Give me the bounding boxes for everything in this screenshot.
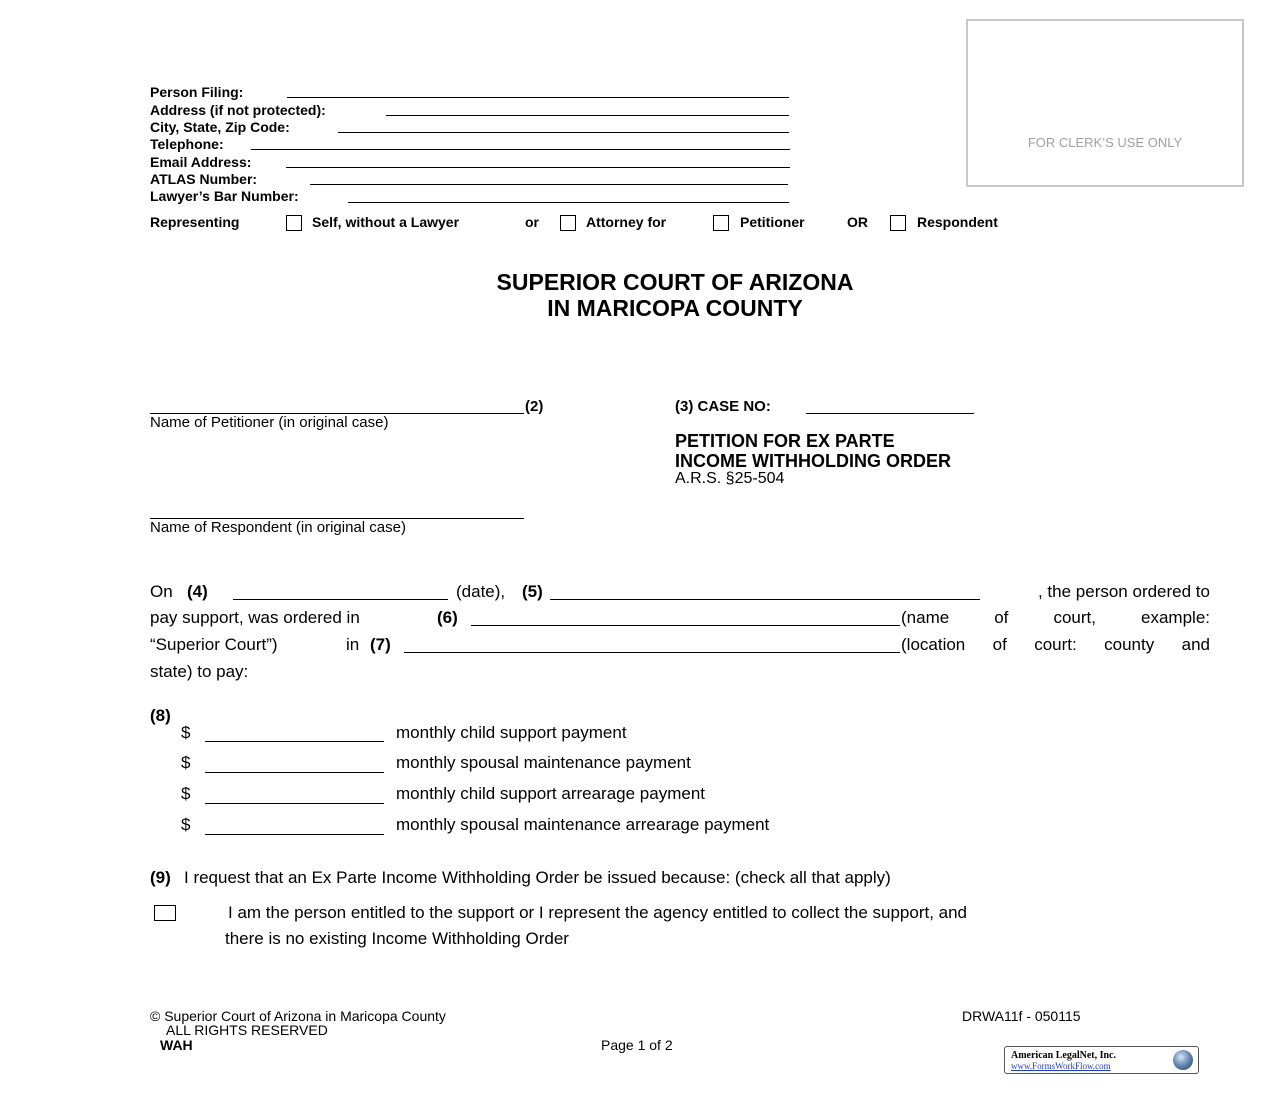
city-state-zip-field[interactable] <box>338 132 789 133</box>
respondent-label: Respondent <box>917 214 998 230</box>
petitioner-checkbox[interactable] <box>713 215 729 231</box>
copyright-text: © Superior Court of Arizona in Maricopa County <box>150 1008 446 1024</box>
bar-number-field[interactable] <box>348 202 789 203</box>
court-title-line2: IN MARICOPA COUNTY <box>547 295 803 321</box>
address-label: Address (if not protected): <box>150 102 326 118</box>
attorney-checkbox[interactable] <box>560 215 576 231</box>
petitioner-marker: (2) <box>525 398 544 415</box>
atlas-number-label: ATLAS Number: <box>150 171 258 187</box>
self-label: Self, without a Lawyer <box>312 214 460 230</box>
court-title-line1: SUPERIOR COURT OF ARIZONA <box>496 269 854 295</box>
field-marker-6: (6) <box>437 608 458 627</box>
publisher-logo[interactable] <box>1004 1046 1199 1074</box>
or-upper-label: OR <box>847 214 868 230</box>
respondent-label: Name of Respondent (in original case) <box>150 519 406 536</box>
logo-company-name: American LegalNet, Inc. <box>1011 1050 1116 1061</box>
address-field[interactable] <box>386 115 789 116</box>
no-existing-order-text-line1: I am the person entitled to the support or I represent the agency entitled to collect the support, and <box>228 903 968 922</box>
logo-url-link[interactable]: www.FormsWorkFlow.com <box>1011 1061 1111 1071</box>
email-field[interactable] <box>286 167 790 168</box>
field-marker-4: (4) <box>187 582 208 601</box>
petitioner-label: Petitioner <box>740 214 805 230</box>
dollar-sign: $ <box>181 815 191 834</box>
no-existing-order-text-line2: there is no existing Income Withholding Order <box>225 929 569 948</box>
field-marker-5: (5) <box>522 582 543 601</box>
atlas-number-field[interactable] <box>310 184 788 185</box>
document-title-line2: INCOME WITHHOLDING ORDER <box>675 451 951 471</box>
respondent-checkbox[interactable] <box>890 215 906 231</box>
globe-icon <box>1173 1050 1193 1070</box>
state-to-pay-text: state) to pay: <box>150 662 249 681</box>
case-number-field[interactable] <box>806 413 974 414</box>
pay-support-text: pay support, was ordered in <box>150 608 360 627</box>
city-state-zip-label: City, State, Zip Code: <box>150 119 290 135</box>
on-text: On <box>150 582 173 601</box>
email-label: Email Address: <box>150 154 252 170</box>
no-existing-order-checkbox[interactable] <box>154 905 176 921</box>
obligor-name-field[interactable] <box>550 599 980 600</box>
dollar-sign: $ <box>181 723 191 742</box>
dollar-sign: $ <box>181 784 191 803</box>
or-label: or <box>525 214 539 230</box>
telephone-label: Telephone: <box>150 136 224 152</box>
payment-label: monthly spousal maintenance payment <box>396 753 691 772</box>
self-checkbox[interactable] <box>286 215 302 231</box>
superior-court-example: “Superior Court”) <box>150 635 278 654</box>
bar-number-label: Lawyer’s Bar Number: <box>150 188 299 204</box>
person-filing-field[interactable] <box>287 97 789 98</box>
spousal-maintenance-amount-field[interactable] <box>205 772 384 773</box>
location-of-court-text: (location of court: county and <box>901 635 1210 654</box>
clerk-use-box <box>966 19 1244 187</box>
court-location-field[interactable] <box>404 652 900 653</box>
request-text: I request that an Ex Parte Income Withholding Order be issued because: (check all that apply) <box>184 868 891 887</box>
name-of-court-text: (name of court, example: <box>901 608 1210 627</box>
telephone-field[interactable] <box>251 149 790 150</box>
rights-text: ALL RIGHTS RESERVED <box>166 1022 328 1038</box>
person-ordered-text: , the person ordered to <box>1037 582 1210 601</box>
dollar-sign: $ <box>181 753 191 772</box>
in-text: in <box>346 635 360 654</box>
payment-label: monthly spousal maintenance arrearage payment <box>396 815 770 834</box>
field-marker-7: (7) <box>370 635 391 654</box>
person-filing-label: Person Filing: <box>150 84 244 100</box>
payment-label: monthly child support arrearage payment <box>396 784 705 803</box>
field-marker-8: (8) <box>150 706 171 725</box>
attorney-label: Attorney for <box>586 214 667 230</box>
document-title-line1: PETITION FOR EX PARTE <box>675 431 895 451</box>
statute-reference: A.R.S. §25-504 <box>675 470 785 487</box>
date-text: (date), <box>456 582 506 601</box>
child-support-arrearage-amount-field[interactable] <box>205 803 384 804</box>
court-name-field[interactable] <box>471 625 900 626</box>
payment-label: monthly child support payment <box>396 723 627 742</box>
form-id: DRWA11f - 050115 <box>962 1008 1081 1024</box>
clerk-use-text: FOR CLERK’S USE ONLY <box>1027 135 1183 150</box>
order-date-field[interactable] <box>233 599 448 600</box>
case-number-label: (3) CASE NO: <box>675 398 771 415</box>
petitioner-label: Name of Petitioner (in original case) <box>150 414 389 431</box>
field-marker-9: (9) <box>150 868 171 887</box>
spousal-maintenance-arrearage-amount-field[interactable] <box>205 834 384 835</box>
page-number: Page 1 of 2 <box>601 1037 673 1053</box>
representing-label: Representing <box>150 214 240 230</box>
child-support-amount-field[interactable] <box>205 741 384 742</box>
form-code: WAH <box>160 1037 193 1053</box>
